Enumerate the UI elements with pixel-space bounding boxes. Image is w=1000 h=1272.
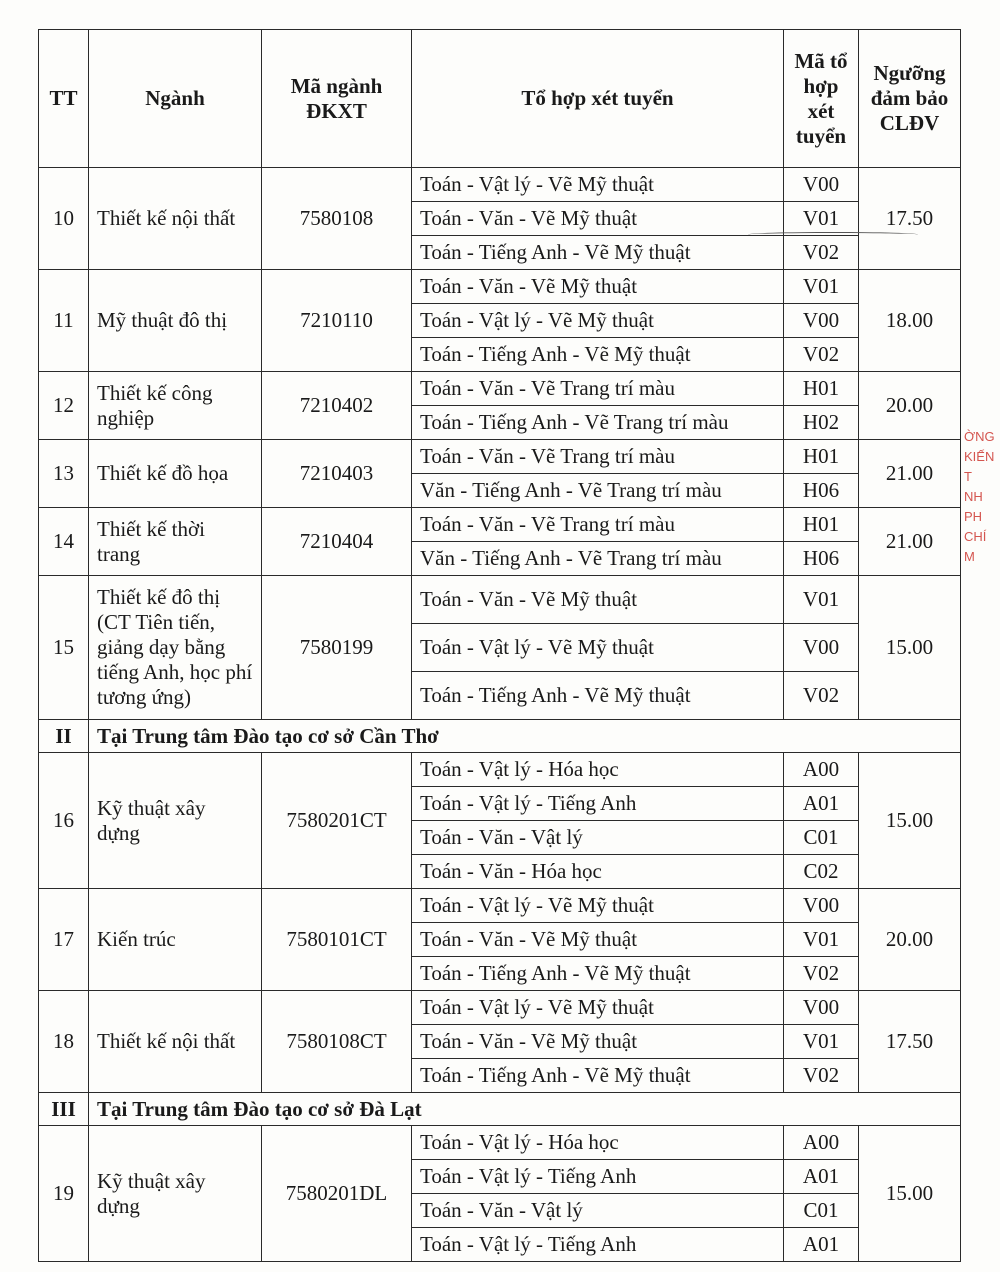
combination-name: Văn - Tiếng Anh - Vẽ Trang trí màu <box>412 474 784 508</box>
combination-name: Toán - Văn - Vẽ Mỹ thuật <box>412 576 784 624</box>
major-name: Thiết kế nội thất <box>89 168 262 270</box>
row-number: 11 <box>39 270 89 372</box>
combination-code: V02 <box>784 1059 859 1093</box>
combination-code: V02 <box>784 236 859 270</box>
major-name: Kiến trúc <box>89 889 262 991</box>
row-number: 10 <box>39 168 89 270</box>
major-code: 7580201CT <box>262 753 412 889</box>
major-name: Mỹ thuật đô thị <box>89 270 262 372</box>
combination-name: Toán - Vật lý - Vẽ Mỹ thuật <box>412 304 784 338</box>
section-number: II <box>39 720 89 753</box>
combination-code: V02 <box>784 672 859 720</box>
threshold-score: 15.00 <box>859 576 961 720</box>
table-row <box>39 1126 961 1160</box>
stamp-line: NH PH <box>964 489 983 524</box>
combination-name: Văn - Tiếng Anh - Vẽ Trang trí màu <box>412 542 784 576</box>
row-number: 15 <box>39 576 89 720</box>
threshold-score: 17.50 <box>859 168 961 270</box>
table-row <box>39 991 961 1025</box>
row-number: 16 <box>39 753 89 889</box>
major-code: 7210110 <box>262 270 412 372</box>
combination-code: H06 <box>784 542 859 576</box>
major-name: Kỹ thuật xây dựng <box>89 1126 262 1262</box>
section-row <box>39 1093 961 1126</box>
threshold-score: 17.50 <box>859 991 961 1093</box>
header-combination-code: Mã tổ hợp xét tuyển <box>784 30 859 168</box>
admission-table <box>38 29 961 1262</box>
threshold-score: 18.00 <box>859 270 961 372</box>
stamp-line: KIẾN T <box>964 449 995 484</box>
header-threshold: Ngưỡng đảm bảo CLĐV <box>859 30 961 168</box>
combination-code: H02 <box>784 406 859 440</box>
combination-name: Toán - Vật lý - Vẽ Mỹ thuật <box>412 168 784 202</box>
major-code: 7580108CT <box>262 991 412 1093</box>
combination-name: Toán - Văn - Vẽ Mỹ thuật <box>412 270 784 304</box>
combination-code: A00 <box>784 753 859 787</box>
combination-code: V01 <box>784 202 859 236</box>
table-row <box>39 889 961 923</box>
combination-code: V01 <box>784 270 859 304</box>
combination-name: Toán - Văn - Vật lý <box>412 1194 784 1228</box>
combination-code: H01 <box>784 372 859 406</box>
threshold-score: 15.00 <box>859 753 961 889</box>
row-number: 18 <box>39 991 89 1093</box>
threshold-score: 20.00 <box>859 889 961 991</box>
combination-name: Toán - Tiếng Anh - Vẽ Mỹ thuật <box>412 1059 784 1093</box>
combination-name: Toán - Vật lý - Tiếng Anh <box>412 1160 784 1194</box>
section-row <box>39 720 961 753</box>
combination-name: Toán - Vật lý - Vẽ Mỹ thuật <box>412 991 784 1025</box>
major-code: 7580108 <box>262 168 412 270</box>
combination-code: C02 <box>784 855 859 889</box>
stamp-line: ỜNG <box>964 429 995 444</box>
combination-name: Toán - Tiếng Anh - Vẽ Mỹ thuật <box>412 236 784 270</box>
table-row <box>39 508 961 542</box>
combination-code: A01 <box>784 787 859 821</box>
combination-code: C01 <box>784 1194 859 1228</box>
major-code: 7580201DL <box>262 1126 412 1262</box>
combination-name: Toán - Tiếng Anh - Vẽ Mỹ thuật <box>412 338 784 372</box>
combination-name: Toán - Vật lý - Hóa học <box>412 753 784 787</box>
major-code: 7210402 <box>262 372 412 440</box>
header-major: Ngành <box>89 30 262 168</box>
major-code: 7580101CT <box>262 889 412 991</box>
combination-code: A01 <box>784 1228 859 1262</box>
table-row <box>39 440 961 474</box>
combination-code: V01 <box>784 576 859 624</box>
table-row <box>39 576 961 624</box>
combination-code: C01 <box>784 821 859 855</box>
combination-code: V00 <box>784 304 859 338</box>
header-row <box>39 30 961 168</box>
major-name: Kỹ thuật xây dựng <box>89 753 262 889</box>
threshold-score: 20.00 <box>859 372 961 440</box>
combination-name: Toán - Vật lý - Tiếng Anh <box>412 787 784 821</box>
combination-name: Toán - Văn - Vẽ Mỹ thuật <box>412 202 784 236</box>
combination-name: Toán - Vật lý - Vẽ Mỹ thuật <box>412 889 784 923</box>
combination-name: Toán - Văn - Vẽ Mỹ thuật <box>412 1025 784 1059</box>
combination-name: Toán - Tiếng Anh - Vẽ Trang trí màu <box>412 406 784 440</box>
table-row <box>39 753 961 787</box>
major-name: Thiết kế thời trang <box>89 508 262 576</box>
combination-code: V02 <box>784 957 859 991</box>
combination-code: H01 <box>784 508 859 542</box>
combination-name: Toán - Văn - Hóa học <box>412 855 784 889</box>
stamp-line: CHÍ M <box>964 529 987 564</box>
combination-code: H01 <box>784 440 859 474</box>
major-name: Thiết kế công nghiệp <box>89 372 262 440</box>
combination-code: A00 <box>784 1126 859 1160</box>
major-name: Thiết kế nội thất <box>89 991 262 1093</box>
major-name: Thiết kế đô thị (CT Tiên tiến, giảng dạy bằng tiếng Anh, học phí tương ứng) <box>89 576 262 720</box>
combination-name: Toán - Văn - Vẽ Trang trí màu <box>412 440 784 474</box>
combination-code: A01 <box>784 1160 859 1194</box>
combination-name: Toán - Vật lý - Tiếng Anh <box>412 1228 784 1262</box>
table-row <box>39 168 961 202</box>
combination-code: V00 <box>784 889 859 923</box>
combination-name: Toán - Văn - Vẽ Trang trí màu <box>412 372 784 406</box>
threshold-score: 21.00 <box>859 508 961 576</box>
header-combination: Tổ hợp xét tuyển <box>412 30 784 168</box>
row-number: 14 <box>39 508 89 576</box>
section-title: Tại Trung tâm Đào tạo cơ sở Đà Lạt <box>89 1093 961 1126</box>
section-title: Tại Trung tâm Đào tạo cơ sở Cần Thơ <box>89 720 961 753</box>
major-code: 7580199 <box>262 576 412 720</box>
section-number: III <box>39 1093 89 1126</box>
combination-code: V02 <box>784 338 859 372</box>
combination-name: Toán - Vật lý - Hóa học <box>412 1126 784 1160</box>
threshold-score: 21.00 <box>859 440 961 508</box>
combination-code: V01 <box>784 923 859 957</box>
combination-code: H06 <box>784 474 859 508</box>
header-tt: TT <box>39 30 89 168</box>
combination-name: Toán - Tiếng Anh - Vẽ Mỹ thuật <box>412 957 784 991</box>
header-major-code: Mã ngành ĐKXT <box>262 30 412 168</box>
table-row <box>39 270 961 304</box>
combination-name: Toán - Văn - Vẽ Mỹ thuật <box>412 923 784 957</box>
combination-name: Toán - Văn - Vẽ Trang trí màu <box>412 508 784 542</box>
combination-name: Toán - Văn - Vật lý <box>412 821 784 855</box>
combination-code: V00 <box>784 991 859 1025</box>
row-number: 19 <box>39 1126 89 1262</box>
table-row <box>39 372 961 406</box>
major-code: 7210403 <box>262 440 412 508</box>
row-number: 13 <box>39 440 89 508</box>
red-stamp-fragment <box>964 375 1000 585</box>
threshold-score: 15.00 <box>859 1126 961 1262</box>
combination-code: V00 <box>784 624 859 672</box>
row-number: 17 <box>39 889 89 991</box>
pen-mark <box>748 232 918 237</box>
combination-name: Toán - Vật lý - Vẽ Mỹ thuật <box>412 624 784 672</box>
row-number: 12 <box>39 372 89 440</box>
major-code: 7210404 <box>262 508 412 576</box>
combination-name: Toán - Tiếng Anh - Vẽ Mỹ thuật <box>412 672 784 720</box>
combination-code: V01 <box>784 1025 859 1059</box>
combination-code: V00 <box>784 168 859 202</box>
major-name: Thiết kế đồ họa <box>89 440 262 508</box>
